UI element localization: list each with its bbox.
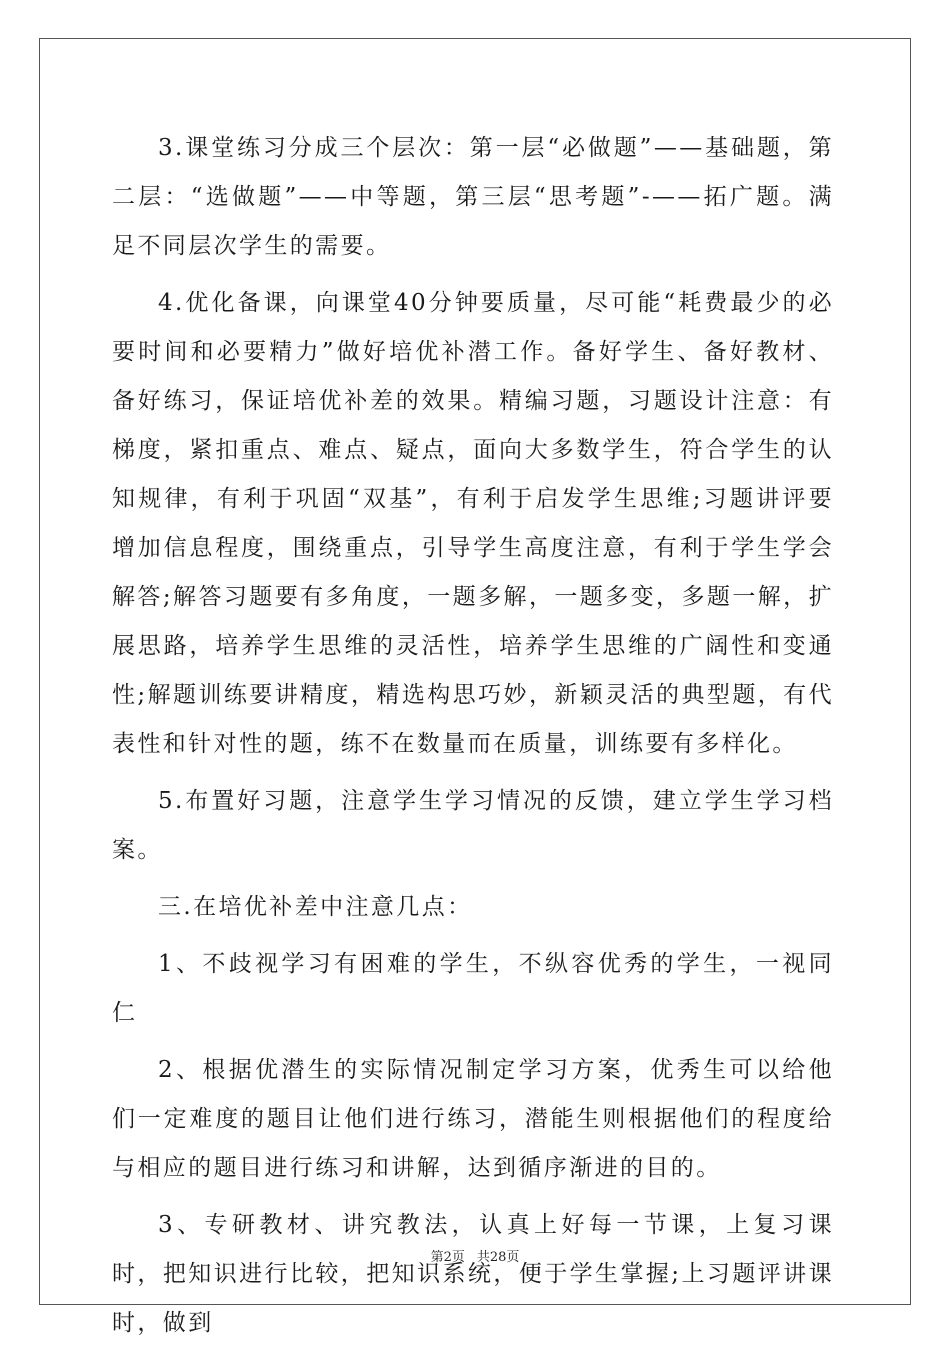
section-heading: 三.在培优补差中注意几点：	[158, 894, 473, 920]
paragraph: 1、不歧视学习有困难的学生，不纵容优秀的学生，一视同仁	[112, 951, 834, 1026]
page-number: 第2页	[430, 1250, 465, 1265]
page-total: 共28页	[476, 1250, 520, 1265]
paragraph: 3、专研教材、讲究教法，认真上好每一节课，上复习课时，把知识进行比较，把知识系统，便于学生掌握;上习题评讲课时，做到	[112, 1212, 834, 1336]
paragraph: 4.优化备课，向课堂40分钟要质量，尽可能“耗费最少的必要时间和必要精力”做好培优补潜工作。备好学生、备好教材、备好练习，保证培优补差的效果。精编习题，习题设计注意：有梯度，紧扣重点、难点、疑点，面向大多数学生，符合学生的认知规律，有利于巩固“双基”，有利于启发学生思维;习题讲评要增加信息程度，围绕重点，引导学生高度注意，有利于学生学会解答;解答习题要有多角度，一题多解，一题多变，多题一解，扩展思路，培养学生思维的灵活性，培养学生思维的广阔性和变通性;解题训练要讲精度，精选构思巧妙，新颖灵活的典型题，有代表性和针对性的题，练不在数量而在质量，训练要有多样化。	[112, 290, 834, 757]
paragraph: 2、根据优潜生的实际情况制定学习方案，优秀生可以给他们一定难度的题目让他们进行练习，潜能生则根据他们的程度给与相应的题目进行练习和讲解，达到循序渐进的目的。	[112, 1057, 834, 1181]
document-body	[112, 124, 834, 1348]
paragraph: 3.课堂练习分成三个层次：第一层“必做题”——基础题，第二层：“选做题”——中等题，第三层“思考题”-——拓广题。满足不同层次学生的需要。	[112, 135, 834, 259]
page-footer	[0, 1246, 950, 1265]
paragraph: 5.布置好习题，注意学生学习情况的反馈，建立学生学习档案。	[112, 788, 834, 863]
